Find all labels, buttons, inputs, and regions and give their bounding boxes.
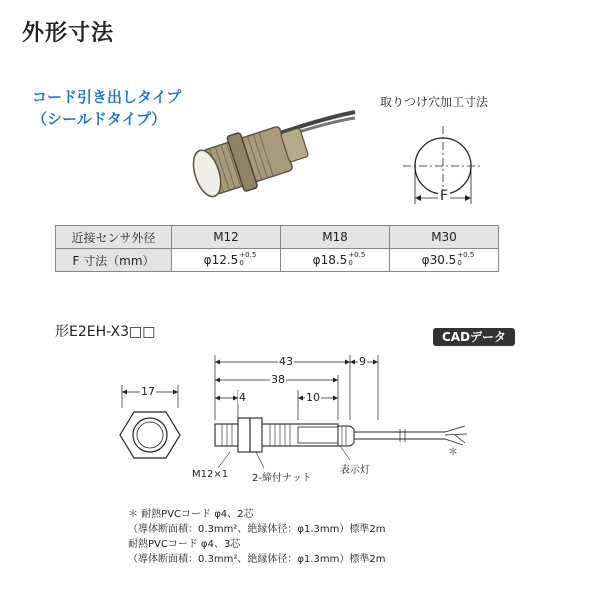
cad-data-button[interactable]: CADデータ [433, 328, 515, 346]
page-title: 外形寸法 [22, 21, 115, 46]
table-cell-value: φ30.5 [421, 252, 457, 267]
table-header-label: 近接センサ外径 [56, 226, 172, 249]
tolerance-upper: +0.5 [348, 251, 366, 260]
model-name: 形E2EH-X3□□ [55, 324, 156, 340]
indicator-label: 表示灯 [340, 465, 370, 476]
table-header-row [56, 226, 499, 249]
dim-rear-length: 10 [306, 391, 320, 404]
thread-label: M12×1 [192, 469, 229, 480]
tolerance-upper: +0.5 [239, 251, 257, 260]
cable-note-3: 耐熱PVCコード φ4、3芯 [128, 539, 241, 550]
mounting-hole-diagram [395, 118, 495, 223]
sensor-photo [185, 88, 360, 213]
cable-note-2: （導体断面積：0.3mm²、絶縁体径：φ1.3mm）標準2m [128, 524, 386, 535]
tolerance-lower: 0 [457, 259, 462, 268]
nut-label: 2-締付ナット [252, 473, 312, 484]
tolerance-lower: 0 [239, 259, 244, 268]
cable-asterisk: ＊ [448, 447, 458, 458]
tolerance [347, 251, 366, 268]
dim-thread-start: 4 [239, 391, 246, 404]
cable-note-1: ＊ 耐熱PVCコード φ4、2芯 [128, 509, 254, 520]
table-cell [390, 249, 499, 272]
table-column-m12: M12 [172, 226, 281, 249]
dim-width-front: 17 [141, 385, 155, 398]
dim-body-length: 38 [271, 373, 285, 386]
mounting-hole-title: 取りつけ穴加工寸法 [380, 95, 489, 109]
tolerance [238, 251, 257, 268]
side-view-drawing [200, 350, 480, 470]
product-type-subtitle: （シールドタイプ） [32, 110, 167, 128]
tolerance-lower: 0 [348, 259, 353, 268]
table-cell-value: φ18.5 [312, 252, 348, 267]
table-row [56, 249, 499, 272]
tolerance-upper: +0.5 [457, 251, 475, 260]
table-cell-value: φ12.5 [203, 252, 239, 267]
table-column-m30: M30 [390, 226, 499, 249]
table-column-m18: M18 [281, 226, 390, 249]
dim-total-length: 43 [279, 355, 293, 368]
cable-note-4: （導体断面積：0.3mm²、絶縁体径：φ1.3mm）標準2m [128, 554, 386, 565]
dim-cable-offset: 9 [359, 355, 366, 368]
table-cell [281, 249, 390, 272]
mounting-hole-f-label: F [440, 188, 449, 204]
table-row-label: F 寸法（mm） [56, 249, 172, 272]
product-type-title: コード引き出しタイプ [32, 88, 182, 106]
tolerance [456, 251, 475, 268]
table-cell [172, 249, 281, 272]
dimension-table [55, 225, 499, 272]
